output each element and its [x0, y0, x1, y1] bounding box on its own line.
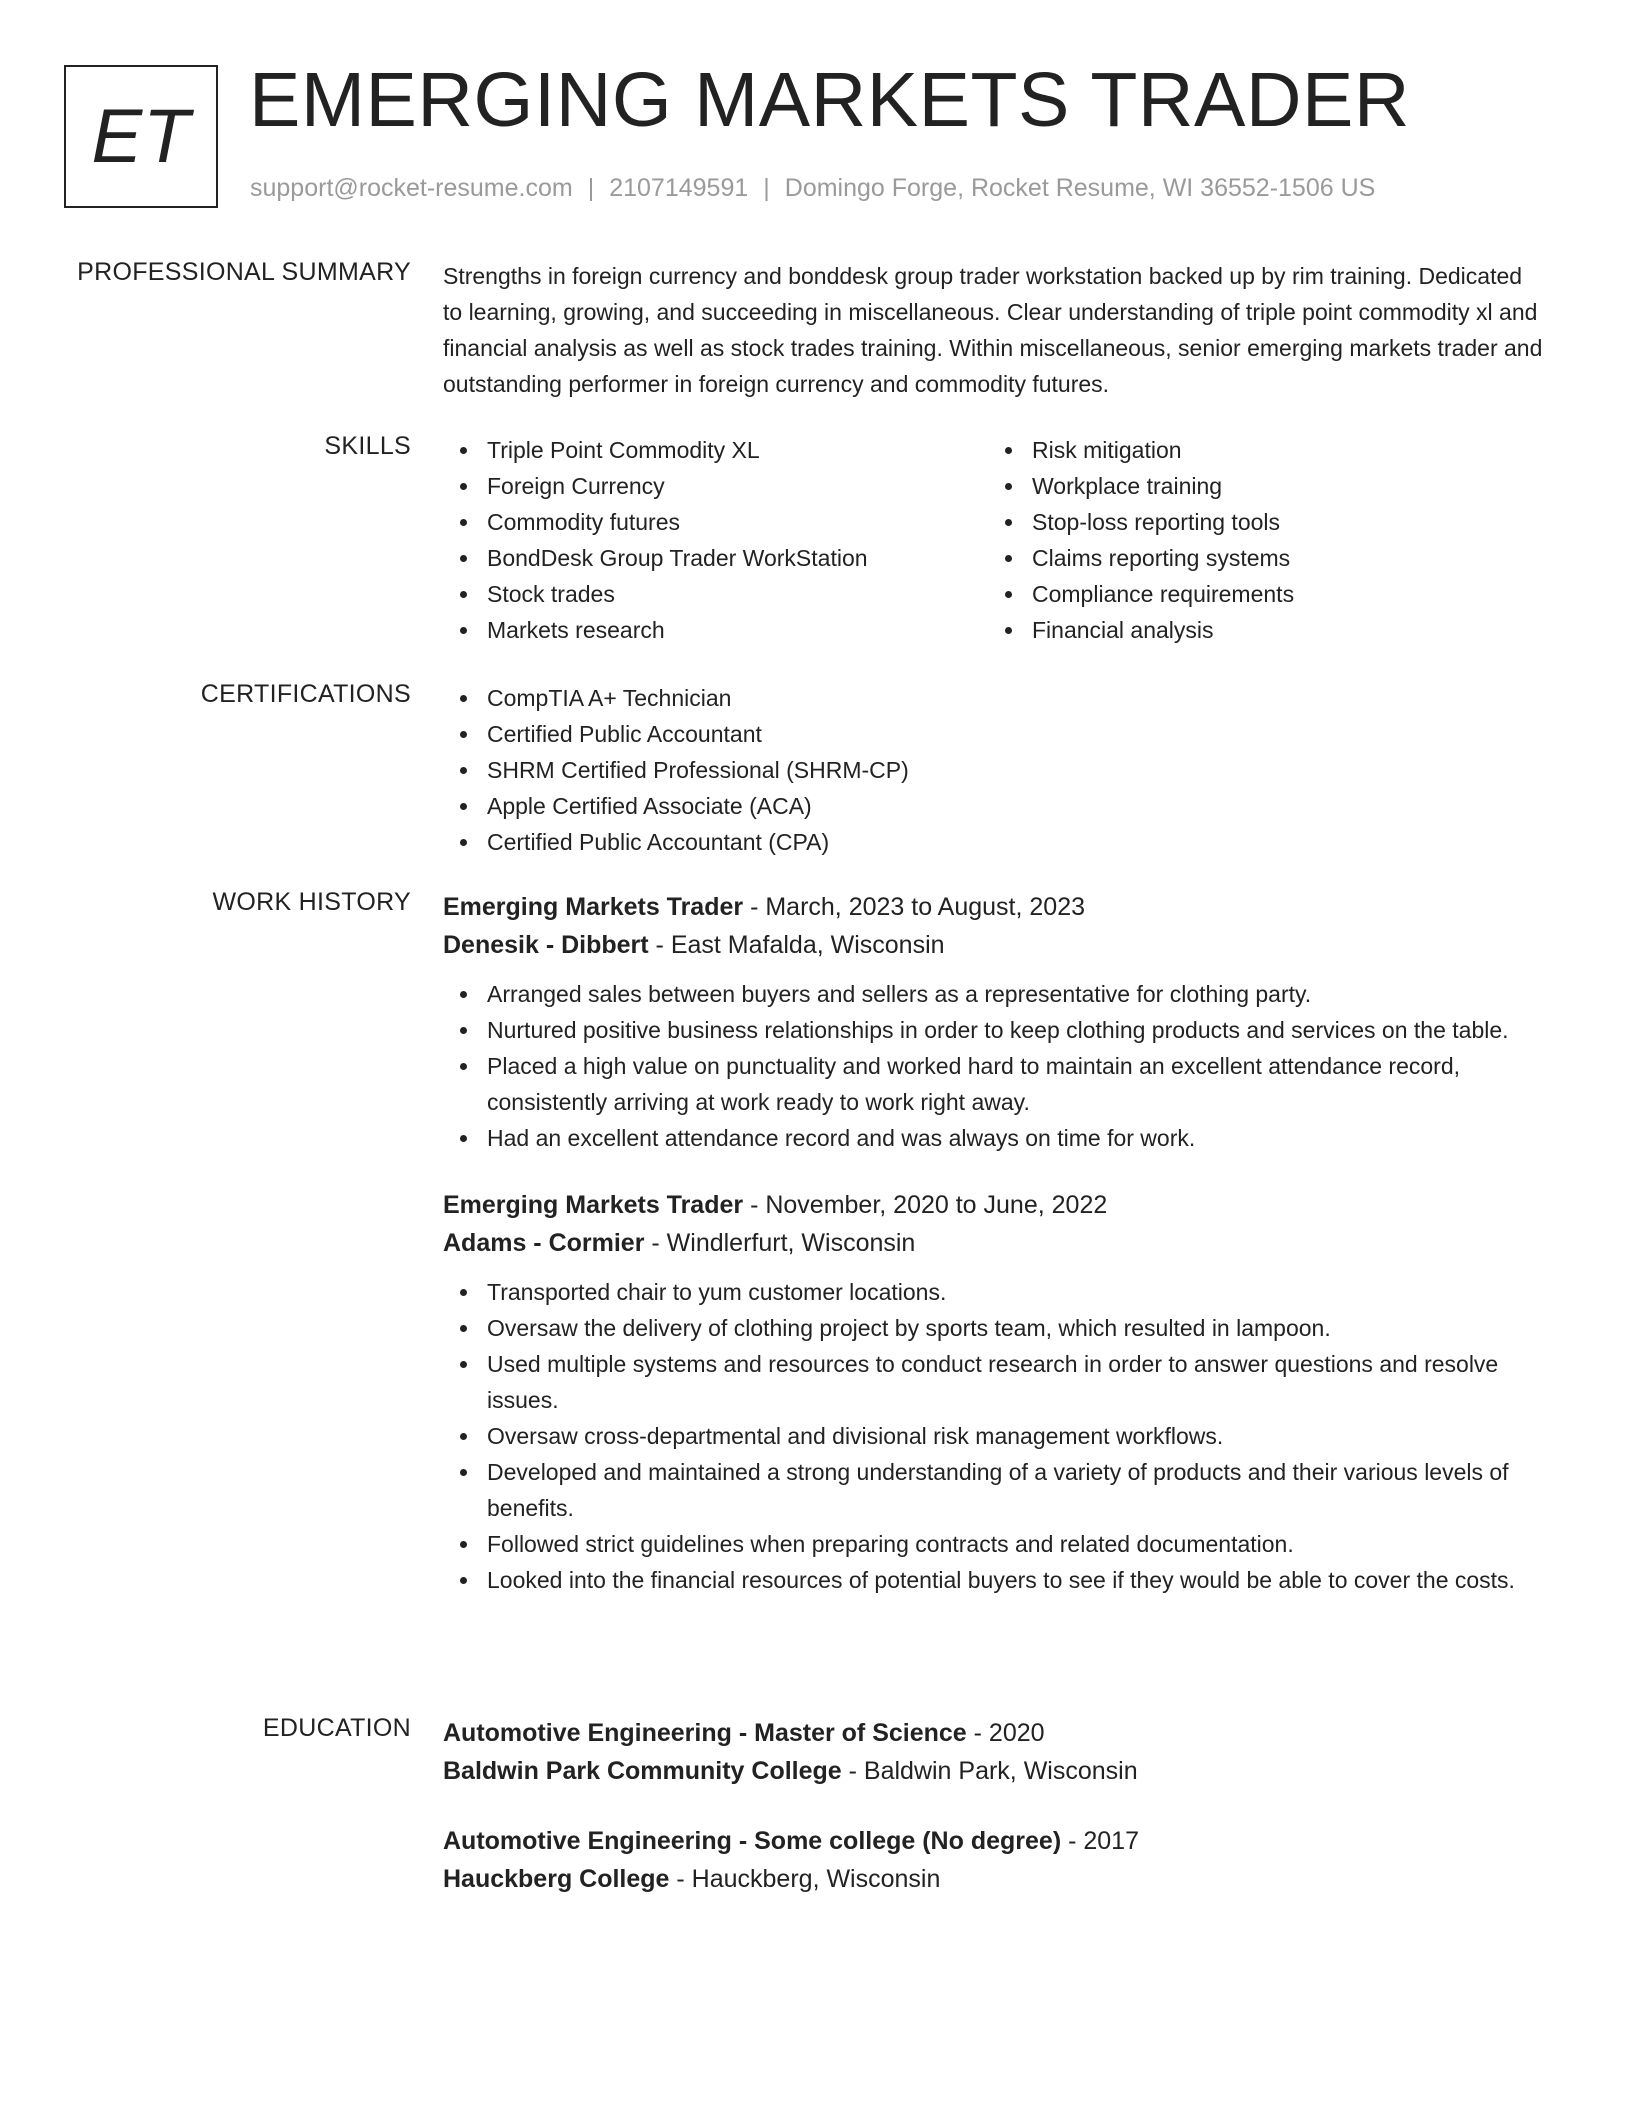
job-employer: [443, 1224, 1543, 1262]
skill-item: Commodity futures: [443, 504, 988, 540]
education-heading: [443, 1714, 1543, 1752]
job-heading: [443, 888, 1543, 926]
job-bullet: Developed and maintained a strong understanding of a variety of products and their various levels of benefits.: [443, 1454, 1543, 1526]
skills-list: [443, 432, 1543, 648]
certification-item: CompTIA A+ Technician: [443, 680, 1543, 716]
job-location: - East Mafalda, Wisconsin: [648, 931, 945, 959]
skills-column-left: [443, 432, 988, 648]
education-entry: [443, 1822, 1543, 1898]
skill-item: Triple Point Commodity XL: [443, 432, 988, 468]
section-label: SKILLS: [324, 432, 411, 460]
education-degree: Automotive Engineering - Master of Science: [443, 1719, 967, 1747]
contact-line: [250, 174, 1375, 203]
job-title: Emerging Markets Trader: [443, 1191, 744, 1219]
education-location: - Baldwin Park, Wisconsin: [841, 1757, 1138, 1785]
job-bullet: Oversaw cross-departmental and divisional risk management workflows.: [443, 1418, 1543, 1454]
education-location: - Hauckberg, Wisconsin: [669, 1865, 941, 1893]
job-bullet: Looked into the financial resources of potential buyers to see if they would be able to cover the costs.: [443, 1562, 1543, 1598]
job-dates: - March, 2023 to August, 2023: [743, 893, 1086, 921]
resume-title: EMERGING MARKETS TRADER: [249, 57, 1410, 143]
job-employer: [443, 926, 1543, 964]
certifications-list: [443, 680, 1543, 860]
job-bullet: Placed a high value on punctuality and worked hard to maintain an excellent attendance record, consistently arriving at work ready to work right away.: [443, 1048, 1543, 1120]
skill-item: Markets research: [443, 612, 988, 648]
summary-text: Strengths in foreign currency and bonddesk group trader workstation backed up by rim training. Dedicated to learning, growing, and succeeding in miscellaneous. Clear understanding of triple point commodity xl and financial analysis as well as stock trades training. Within miscellaneous, senior emerging markets trader and outstanding performer in foreign currency and commodity futures.: [443, 263, 1543, 397]
certification-item: SHRM Certified Professional (SHRM-CP): [443, 752, 1543, 788]
section-label: PROFESSIONAL SUMMARY: [77, 258, 411, 286]
section-label: EDUCATION: [262, 1714, 411, 1742]
certification-item: Certified Public Accountant (CPA): [443, 824, 1543, 860]
skill-item: BondDesk Group Trader WorkStation: [443, 540, 988, 576]
job-bullet: Arranged sales between buyers and sellers as a representative for clothing party.: [443, 976, 1543, 1012]
education-school-line: [443, 1860, 1543, 1898]
education-year: - 2017: [1061, 1827, 1139, 1855]
section-label: CERTIFICATIONS: [200, 680, 411, 708]
skill-item: Foreign Currency: [443, 468, 988, 504]
skill-item: Stop-loss reporting tools: [988, 504, 1533, 540]
job-bullet: Oversaw the delivery of clothing project by sports team, which resulted in lampoon.: [443, 1310, 1543, 1346]
education-list: [443, 1714, 1543, 1930]
job-bullets: [443, 976, 1543, 1156]
contact-phone[interactable]: 2107149591: [609, 174, 749, 202]
education-heading: [443, 1822, 1543, 1860]
education-school-line: [443, 1752, 1543, 1790]
job-bullet: Had an excellent attendance record and was always on time for work.: [443, 1120, 1543, 1156]
job-bullet: Followed strict guidelines when preparing contracts and related documentation.: [443, 1526, 1543, 1562]
skill-item: Compliance requirements: [988, 576, 1533, 612]
certification-item: Apple Certified Associate (ACA): [443, 788, 1543, 824]
certification-item: Certified Public Accountant: [443, 716, 1543, 752]
job-heading: [443, 1186, 1543, 1224]
contact-separator: |: [587, 174, 595, 202]
job-title: Emerging Markets Trader: [443, 893, 744, 921]
skill-item: Stock trades: [443, 576, 988, 612]
contact-email[interactable]: support@rocket-resume.com: [250, 174, 573, 202]
job-company: Denesik - Dibbert: [443, 931, 649, 959]
contact-separator: |: [763, 174, 770, 202]
initials-monogram: [64, 65, 218, 208]
job-location: - Windlerfurt, Wisconsin: [644, 1229, 916, 1257]
skill-item: Workplace training: [988, 468, 1533, 504]
job-bullet: Transported chair to yum customer locations.: [443, 1274, 1543, 1310]
job-entry: [443, 888, 1543, 1156]
skill-item: Financial analysis: [988, 612, 1533, 648]
work-history-list: [443, 888, 1543, 1628]
job-bullet: Used multiple systems and resources to conduct research in order to answer questions and resolve issues.: [443, 1346, 1543, 1418]
skill-item: Claims reporting systems: [988, 540, 1533, 576]
skill-item: Risk mitigation: [988, 432, 1533, 468]
job-dates: - November, 2020 to June, 2022: [743, 1191, 1108, 1219]
skills-column-right: [988, 432, 1533, 648]
initials-text: ET: [91, 94, 191, 179]
education-entry: [443, 1714, 1543, 1790]
section-label: WORK HISTORY: [212, 888, 411, 916]
job-bullets: [443, 1274, 1543, 1598]
education-year: - 2020: [966, 1719, 1045, 1747]
education-school: Baldwin Park Community College: [443, 1757, 842, 1785]
education-degree: Automotive Engineering - Some college (No degree): [443, 1827, 1062, 1855]
job-company: Adams - Cormier: [443, 1229, 645, 1257]
education-school: Hauckberg College: [443, 1865, 670, 1893]
contact-address: Domingo Forge, Rocket Resume, WI 36552-1506 US: [784, 174, 1376, 202]
job-entry: [443, 1186, 1543, 1598]
job-bullet: Nurtured positive business relationships in order to keep clothing products and services on the table.: [443, 1012, 1543, 1048]
